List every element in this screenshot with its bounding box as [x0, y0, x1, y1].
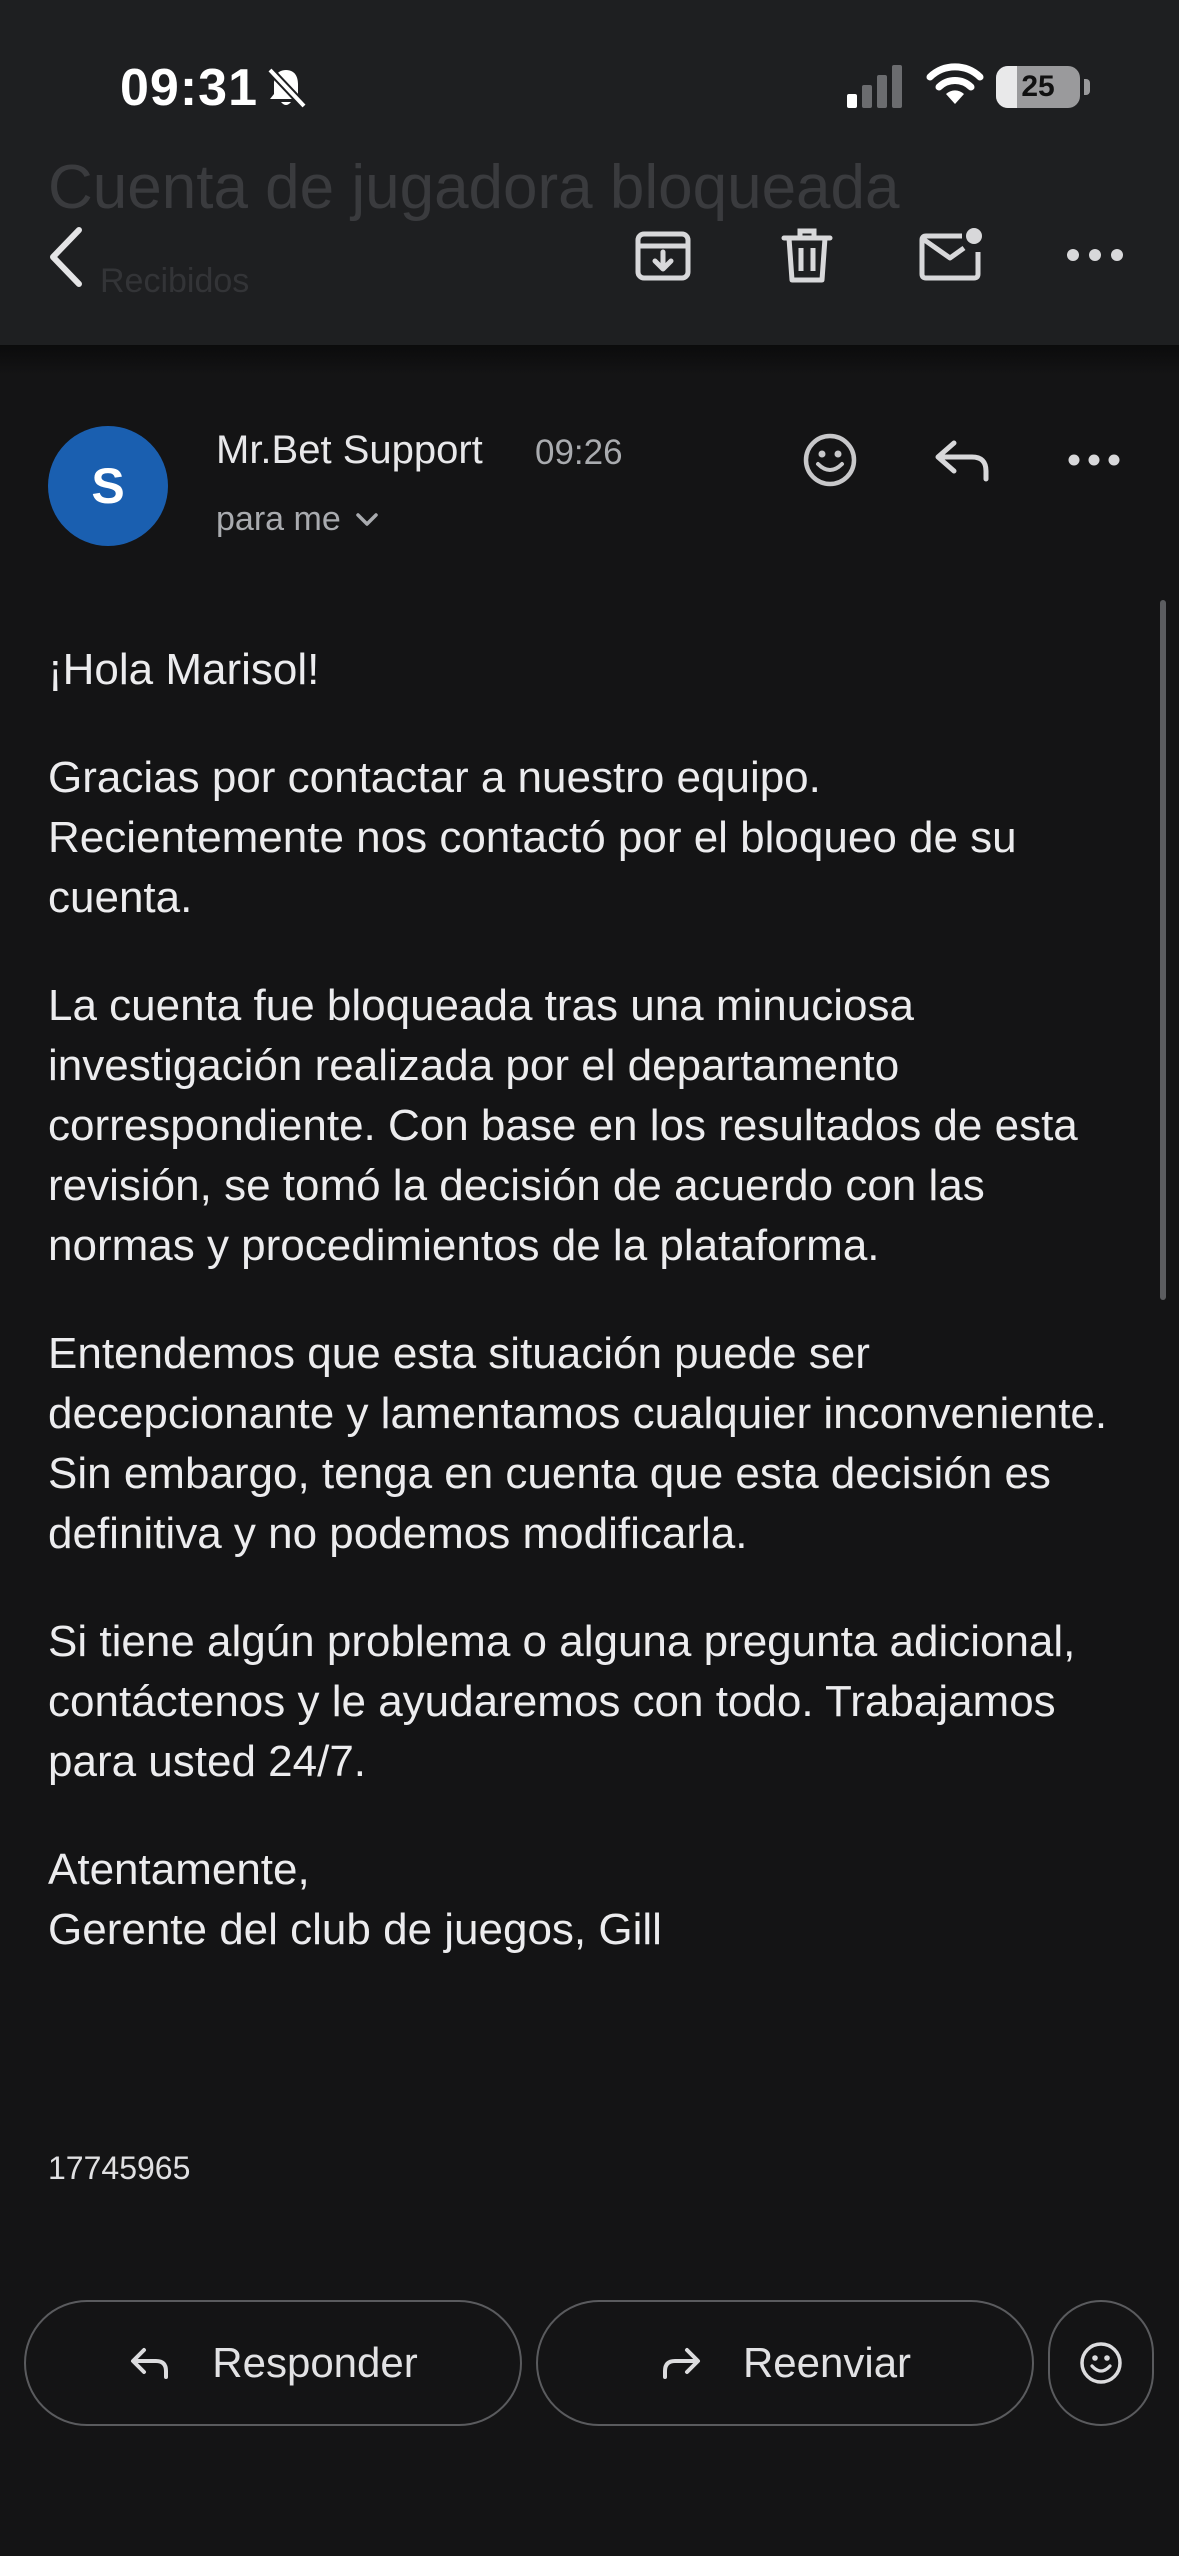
silent-bell-icon: [262, 64, 310, 112]
body-paragraph: La cuenta fue bloqueada tras una minuciosa investigación realizada por el departamento correspondiente. Con base en los resultados de esta revisión, se tomó la decisión de acuerdo con las normas y procedimientos de la plataforma.: [48, 981, 1078, 1270]
chevron-down-icon: [355, 512, 379, 528]
reply-label: Responder: [212, 2339, 418, 2386]
scrollbar[interactable]: [1160, 600, 1166, 1300]
status-bar: [0, 0, 1179, 140]
trash-icon[interactable]: [772, 220, 842, 290]
recipient-details-toggle[interactable]: [216, 500, 379, 539]
battery-nub: [1084, 79, 1090, 95]
battery-icon: [996, 66, 1080, 108]
toolbar-shadow: [0, 345, 1179, 375]
reply-button[interactable]: [24, 2300, 522, 2426]
sender-avatar[interactable]: S: [48, 426, 168, 546]
cellular-signal-icon: [845, 64, 905, 108]
back-arrow-icon[interactable]: [32, 222, 102, 292]
more-horizontal-icon[interactable]: [1060, 220, 1130, 290]
wifi-icon: [925, 60, 985, 106]
closing-line: Atentamente,: [48, 1845, 310, 1894]
add-reaction-icon[interactable]: [798, 428, 862, 492]
sender-name: Mr.Bet Support: [216, 428, 483, 472]
greeting: ¡Hola Marisol!: [48, 645, 320, 694]
body-paragraph: Gracias por contactar a nuestro equipo. Recientemente nos contactó por el bloqueo de su cuenta.: [48, 753, 1017, 922]
forward-icon: [659, 2344, 703, 2382]
forward-label: Reenviar: [742, 2339, 912, 2386]
body-paragraph: Si tiene algún problema o alguna pregunta adicional, contáctenos y le ayudaremos con todo. Trabajamos para usted 24/7.: [48, 1617, 1076, 1786]
sent-time: 09:26: [535, 433, 623, 472]
message-body: [48, 640, 1128, 1960]
recipient-label: para me: [216, 500, 341, 538]
email-toolbar: [0, 140, 1179, 345]
emoji-icon: [1079, 2341, 1123, 2385]
reply-icon[interactable]: [930, 428, 994, 492]
signature-line: Gerente del club de juegos, Gill: [48, 1905, 662, 1954]
body-paragraph: Entendemos que esta situación puede ser decepcionante y lamentamos cualquier inconveniente. Sin embargo, tenga en cuenta que esta decisión es definitiva y no podemos modificarla.: [48, 1329, 1108, 1558]
signature-block: [48, 1840, 1128, 1960]
mark-unread-icon[interactable]: [916, 220, 986, 290]
forward-button[interactable]: [536, 2300, 1034, 2426]
reply-icon: [128, 2344, 172, 2382]
status-time: 09:31: [120, 59, 258, 117]
email-label: Recibidos: [100, 262, 250, 300]
email-subject: Cuenta de jugadora bloqueada: [48, 153, 900, 222]
message-id: 17745965: [48, 2150, 191, 2186]
battery-percent: 25: [1021, 70, 1055, 103]
react-emoji-button[interactable]: [1048, 2300, 1154, 2426]
archive-icon[interactable]: [628, 220, 698, 290]
message-more-icon[interactable]: [1062, 428, 1126, 492]
